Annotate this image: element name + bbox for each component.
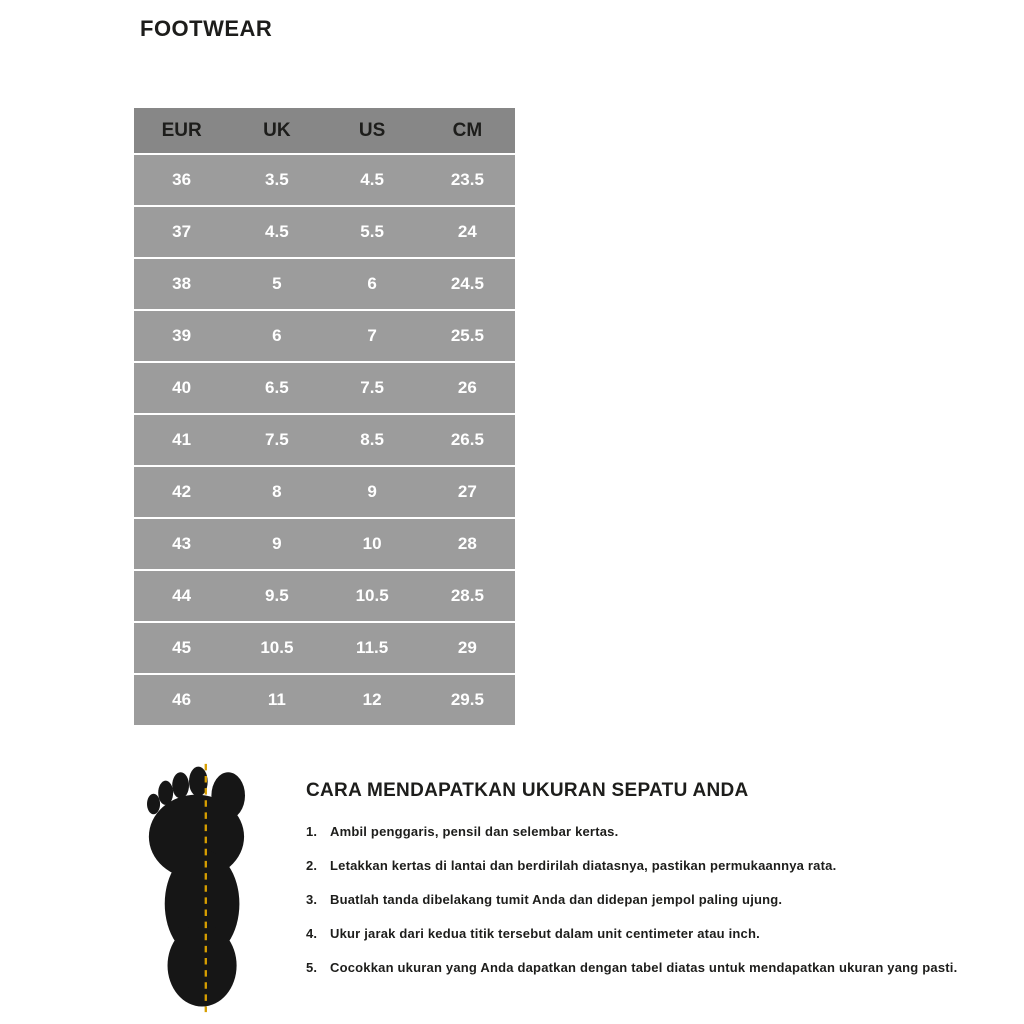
size-cell: 23.5 [450,170,484,189]
size-cell: 25.5 [450,326,484,345]
size-cell: 7 [367,326,377,345]
table-row [134,363,515,413]
guide-step [306,858,1016,873]
table-row [134,259,515,309]
size-cell: 7.5 [360,378,384,397]
column-header-cm: CM [452,119,483,141]
table-row [134,415,515,465]
step-text: Buatlah tanda dibelakang tumit Anda dan didepan jempol paling ujung. [330,892,783,907]
size-cell: 4.5 [360,170,384,189]
size-cell: 5.5 [360,222,384,241]
step-text: Letakkan kertas di lantai dan berdirilah diatasnya, pastikan permukaannya rata. [330,858,837,873]
table-row [134,467,515,517]
page-title: FOOTWEAR [140,16,273,41]
step-number: 4. [306,926,318,941]
table-header-row [134,108,515,153]
column-header-us: US [358,119,386,141]
column-header-eur: EUR [161,119,202,141]
step-text: Ukur jarak dari kedua titik tersebut dalam unit centimeter atau inch. [330,926,760,941]
guide-heading: CARA MENDAPATKAN UKURAN SEPATU ANDA [306,780,749,801]
size-cell: 39 [172,326,192,345]
size-cell: 38 [172,274,192,293]
size-cell: 27 [457,482,477,501]
size-cell: 40 [172,378,192,397]
size-cell: 29 [457,638,477,657]
size-table [134,108,515,727]
size-cell: 10.5 [260,638,294,657]
size-cell: 46 [172,690,192,709]
guide-step [306,892,1016,907]
table-row [134,675,515,725]
table-row [134,155,515,205]
size-cell: 37 [172,222,192,241]
size-cell: 43 [172,534,192,553]
size-cell: 42 [172,482,192,501]
table-row [134,519,515,569]
table-row [134,311,515,361]
foot-silhouette [147,767,245,1007]
size-cell: 44 [172,586,192,605]
foot-illustration [138,762,268,1019]
size-cell: 3.5 [265,170,289,189]
size-cell: 8.5 [360,430,384,449]
size-cell: 28 [457,534,477,553]
size-cell: 45 [172,638,192,657]
guide-text [306,762,1016,1019]
size-cell: 28.5 [450,586,484,605]
step-number: 5. [306,960,318,975]
table-row [134,571,515,621]
size-cell: 10 [362,534,382,553]
size-cell: 41 [172,430,192,449]
size-cell: 10.5 [355,586,389,605]
size-cell: 12 [362,690,382,709]
step-number: 2. [306,858,318,873]
size-cell: 9.5 [265,586,289,605]
table-row [134,207,515,257]
size-cell: 24.5 [450,274,484,293]
size-cell: 7.5 [265,430,289,449]
size-cell: 29.5 [450,690,484,709]
size-cell: 11 [267,690,286,709]
guide-step [306,824,1016,839]
size-cell: 26 [457,378,477,397]
size-cell: 9 [272,534,282,553]
guide-step [306,960,1016,975]
size-cell: 6 [272,326,282,345]
column-header-uk: UK [263,119,291,141]
foot-silhouette-svg [138,762,268,1014]
step-text: Cocokkan ukuran yang Anda dapatkan dengan tabel diatas untuk mendapatkan ukuran yang pasti. [330,960,958,975]
size-cell: 24 [457,222,477,241]
size-cell: 26.5 [450,430,484,449]
measuring-guide-section [138,762,1016,1019]
size-cell: 36 [172,170,192,189]
step-number: 3. [306,892,318,907]
guide-step [306,926,1016,941]
size-cell: 9 [367,482,377,501]
size-cell: 5 [272,274,282,293]
size-cell: 6 [367,274,377,293]
table-row [134,623,515,673]
step-number: 1. [306,824,318,839]
size-cell: 4.5 [265,222,289,241]
size-cell: 8 [272,482,282,501]
step-text: Ambil penggaris, pensil dan selembar kertas. [330,824,619,839]
size-cell: 6.5 [265,378,289,397]
size-cell: 11.5 [356,638,389,657]
